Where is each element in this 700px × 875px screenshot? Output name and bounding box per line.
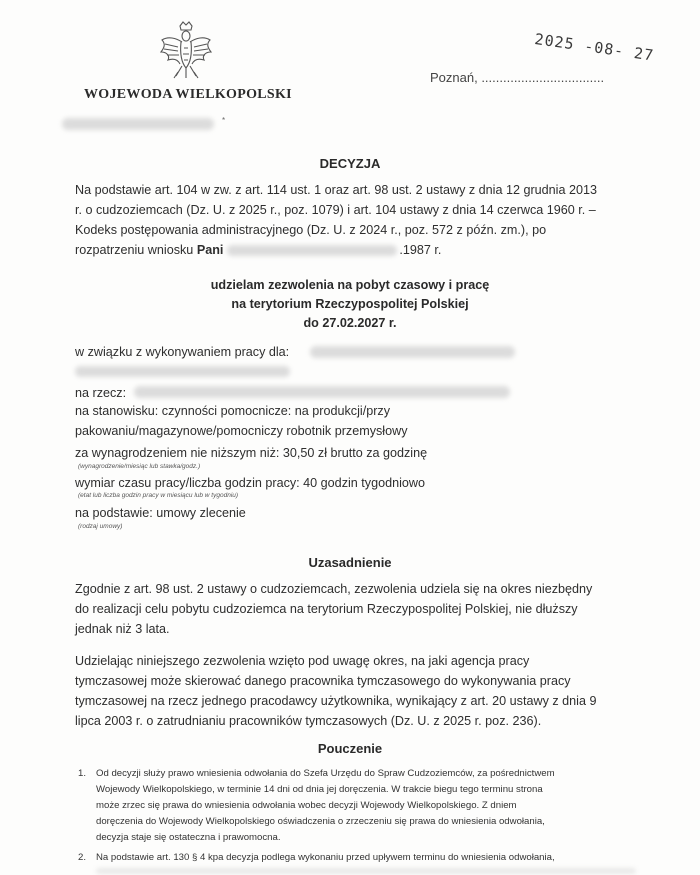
working-hours-line: wymiar czasu pracy/liczba godzin pracy: 40 godzin tygodniowo <box>75 476 425 490</box>
justification-line: do realizacji celu pobytu cudzoziemca na terytorium Rzeczypospolitej Polskiej, nie dłuższy <box>75 602 578 616</box>
justification-paragraph-1 <box>75 579 635 639</box>
request-prefix: rozpatrzeniu wniosku <box>75 243 197 257</box>
date-stamp: 2025 -08- 27 <box>533 30 656 65</box>
position-line: pakowaniu/magazynowe/pomocniczy robotnik przemysłowy <box>75 424 408 438</box>
grant-statement <box>0 276 700 333</box>
justification-title: Uzasadnienie <box>308 555 392 570</box>
justification-paragraph-2 <box>75 651 635 731</box>
justification-line: lipca 2003 r. o zatrudnianiu pracowników tymczasowych (Dz. U. z 2025 r. poz. 236). <box>75 714 542 728</box>
justification-line: Zgodnie z art. 98 ust. 2 ustawy o cudzoziemcach, zezwolenia udziela się na okres niezbędny <box>75 582 593 596</box>
request-suffix: .1987 r. <box>399 243 442 257</box>
instruction-item <box>78 766 638 846</box>
grant-line: udzielam zezwolenia na pobyt czasowy i pracę <box>210 278 490 292</box>
instruction-line: decyzja staje się ostateczna i prawomocna. <box>96 832 281 843</box>
instruction-title: Pouczenie <box>317 741 383 756</box>
legal-basis-line: r. o cudzoziemcach (Dz. U. z 2025 r., poz. 1079) i art. 104 ustawy z dnia 14 czerwca 1960 r. – <box>75 203 596 217</box>
instruction-line: doręczenia do Wojewody Wielkopolskiego oświadczenia o zrzeczeniu się prawa do wniesienia odwołania, <box>96 816 545 827</box>
justification-line: tymczasowej na rzecz jednego pracodawcy użytkownika, wynikający z art. 20 ustawy z dnia 9 <box>75 694 597 708</box>
grant-validity: do 27.02.2027 r. <box>303 316 397 330</box>
asterisk-mark: * <box>222 116 226 125</box>
instruction-item-number: 1. <box>78 768 87 779</box>
document-title: DECYZJA <box>319 156 381 171</box>
cut-off-text-line <box>96 868 636 874</box>
instruction-line: może zrzec się prawa do wniesienia odwołania wobec decyzji Wojewody Wielkopolskiego. Z dniem <box>96 800 517 811</box>
legal-basis-line: Kodeks postępowania administracyjnego (Dz. U. z 2024 r., poz. 572 z późn. zm.), po <box>75 223 547 237</box>
employer-label: w związku z wykonywaniem pracy dla: <box>75 345 290 359</box>
redacted-employer-name <box>310 346 515 358</box>
instruction-item <box>78 850 638 866</box>
contract-basis-note: (rodzaj umowy) <box>78 523 123 530</box>
redacted-employer-address <box>75 366 290 377</box>
eagle-emblem-icon <box>158 20 214 82</box>
instruction-line: Od decyzji służy prawo wniesienia odwołania do Szefa Urzędu do Spraw Cudzoziemców, za pośrednictwem <box>96 768 555 779</box>
working-hours-note: (etat lub liczba godzin pracy w miesiącu lub w tygodniu) <box>78 492 239 499</box>
justification-line: jednak niż 3 lata. <box>75 622 170 636</box>
justification-line: Udzielając niniejszego zezwolenia wzięto pod uwagę okres, na jaki agencja pracy <box>75 654 530 668</box>
instruction-line: Wojewody Wielkopolskiego, w terminie 14 dni od dnia jej doręczenia. W trakcie biegu tego terminu strona <box>96 784 543 795</box>
place-date-line: Poznań, .................................. <box>430 70 605 85</box>
issuing-authority: WOJEWODA WIELKOPOLSKI <box>84 87 292 102</box>
legal-basis-paragraph <box>75 180 635 260</box>
position-line: na stanowisku: czynności pomocnicze: na produkcji/przy <box>75 404 390 418</box>
for-label: na rzecz: <box>75 386 127 400</box>
instruction-line: Na podstawie art. 130 § 4 kpa decyzja podlega wykonaniu przed upływem terminu do wniesienia odwołania, <box>96 852 555 863</box>
grant-line: na terytorium Rzeczypospolitej Polskiej <box>231 297 469 311</box>
redacted-case-number <box>62 118 214 130</box>
legal-basis-line-last <box>75 240 635 260</box>
redacted-applicant-name <box>227 245 397 256</box>
instruction-item-number: 2. <box>78 852 87 863</box>
salary-line: za wynagrodzeniem nie niższym niż: 30,50 zł brutto za godzinę <box>75 446 428 460</box>
applicant-title: Pani <box>196 243 224 257</box>
legal-basis-line: Na podstawie art. 104 w zw. z art. 114 ust. 1 oraz art. 98 ust. 2 ustawy z dnia 12 grudnia 2013 <box>75 183 598 197</box>
justification-line: tymczasowej może skierować danego pracownika tymczasowego do wykonywania pracy <box>75 674 571 688</box>
salary-note: (wynagrodzenie/miesiąc lub stawka/godz.) <box>78 463 201 470</box>
redacted-user-employer <box>134 386 510 398</box>
contract-basis-line: na podstawie: umowy zlecenie <box>75 506 246 520</box>
